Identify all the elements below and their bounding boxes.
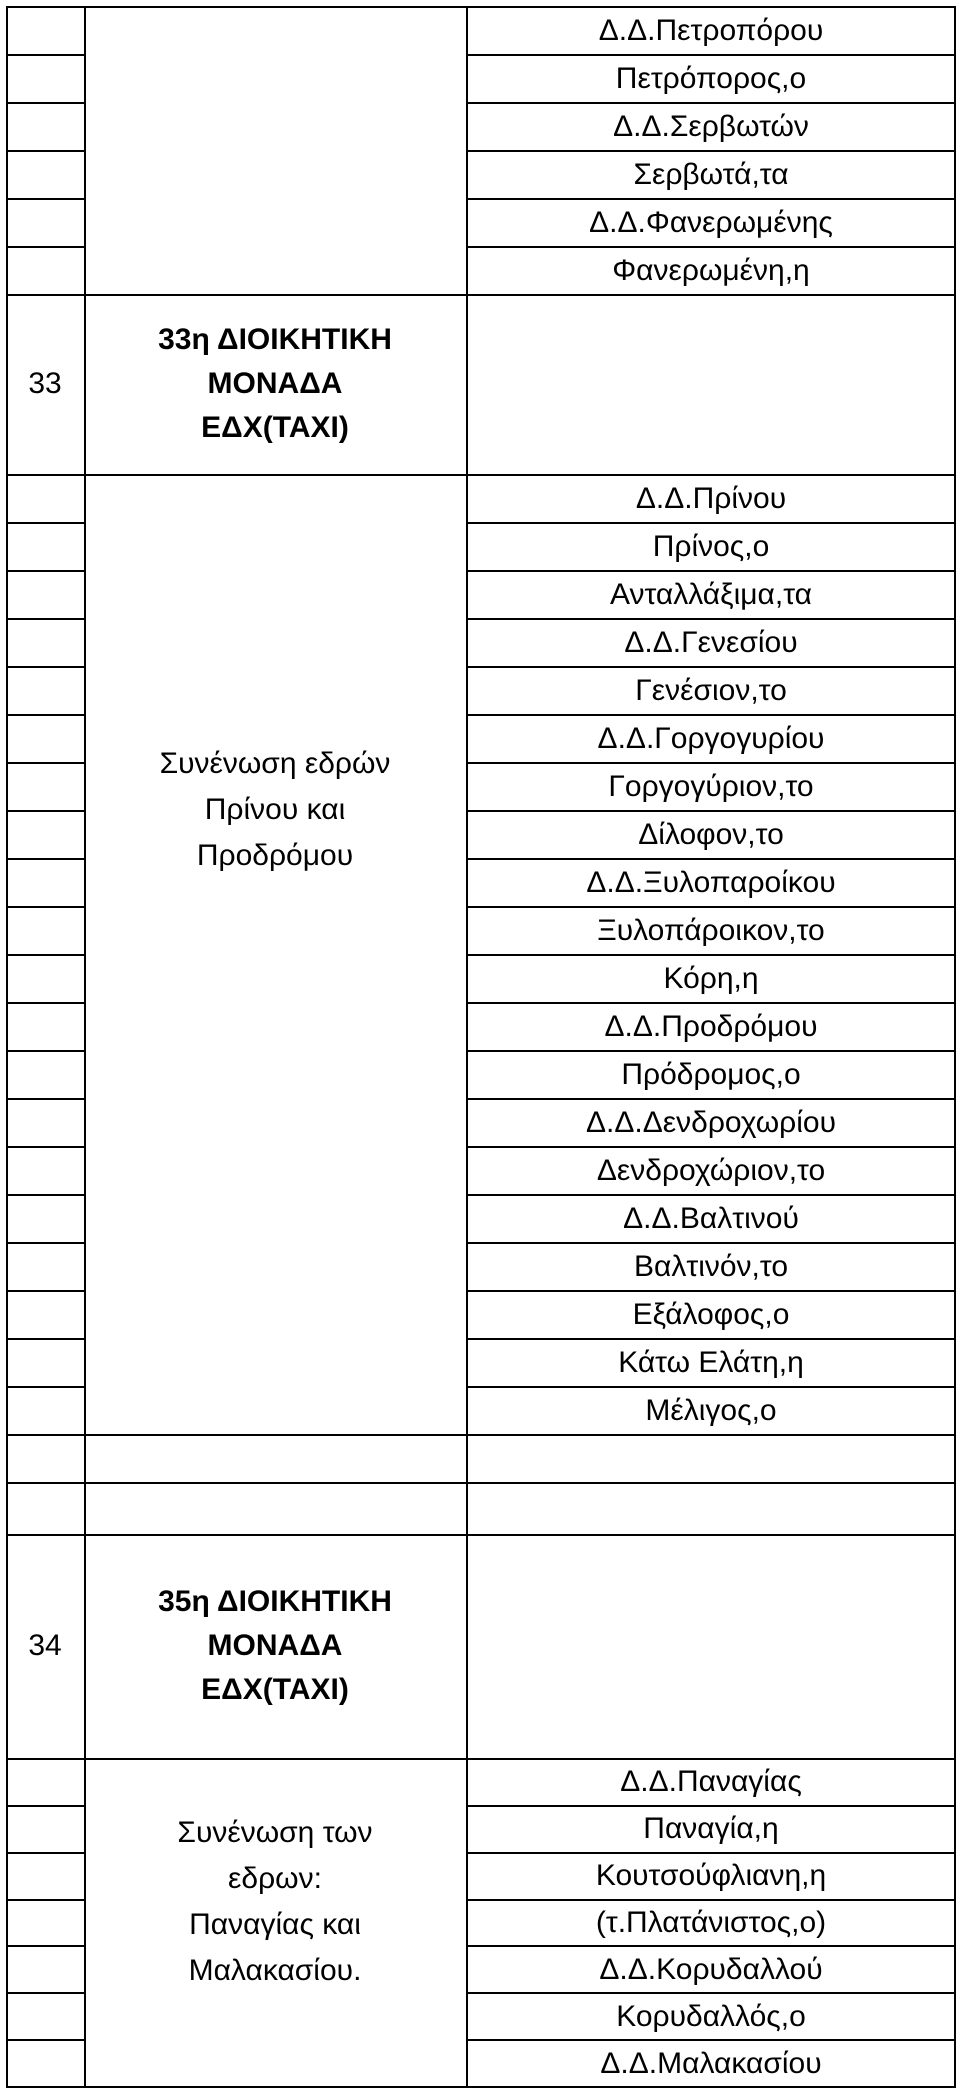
row-line bbox=[6, 1290, 84, 1292]
settlement-entry: Δίλοφον,το bbox=[638, 818, 784, 851]
settlement-entry: Δ.Δ.Πετροπόρου bbox=[598, 14, 824, 47]
merge-description: Μαλακασίου. bbox=[188, 1954, 362, 1987]
row-line bbox=[6, 954, 84, 956]
row-line bbox=[6, 810, 84, 812]
settlement-entry: Δ.Δ.Δενδροχωρίου bbox=[586, 1106, 836, 1139]
row-line bbox=[6, 1002, 84, 1004]
settlement-entry: Ανταλλάξιμα,τα bbox=[610, 578, 812, 611]
settlement-entry: Μέλιγος,ο bbox=[645, 1394, 777, 1427]
settlement-entry: Δ.Δ.Βαλτινού bbox=[623, 1202, 799, 1235]
row-line bbox=[6, 762, 84, 764]
settlement-entry: Δενδροχώριον,το bbox=[596, 1154, 826, 1187]
row-line bbox=[6, 858, 84, 860]
row-line bbox=[6, 102, 84, 104]
row-line bbox=[6, 1899, 84, 1901]
row-line bbox=[6, 1805, 84, 1807]
row-line bbox=[6, 1945, 84, 1947]
unit-title: ΜΟΝΑΔΑ bbox=[207, 367, 343, 400]
settlement-entry: Δ.Δ.Γοργογυρίου bbox=[597, 722, 825, 755]
settlement-entry: Σερβωτά,τα bbox=[633, 158, 789, 191]
unit-title: ΜΟΝΑΔΑ bbox=[207, 1629, 343, 1662]
row-line bbox=[6, 906, 84, 908]
settlement-entry: Δ.Δ.Μαλακασίου bbox=[600, 2046, 822, 2080]
settlement-entry: Κάτω Ελάτη,η bbox=[618, 1346, 804, 1379]
unit-title: ΕΔΧ(ΤΑΧΙ) bbox=[201, 411, 349, 444]
settlement-entry: Δ.Δ.Κορυδαλλού bbox=[599, 1952, 823, 1986]
row-line bbox=[6, 1434, 956, 1436]
row-line bbox=[6, 1534, 956, 1536]
settlement-entry: Κόρη,η bbox=[663, 962, 759, 995]
settlement-entry: Κουτσούφλιανη,η bbox=[595, 1859, 827, 1893]
merge-description: Παναγίας και bbox=[189, 1908, 361, 1941]
row-line bbox=[6, 666, 84, 668]
unit-title: ΕΔΧ(ΤΑΧΙ) bbox=[201, 1673, 349, 1706]
row-line bbox=[6, 618, 84, 620]
settlement-entry: Πετρόπορος,ο bbox=[615, 62, 807, 95]
settlement-entry: Δ.Δ.Προδρόμου bbox=[604, 1010, 818, 1043]
table-border-bottom bbox=[6, 2086, 956, 2088]
merge-description: εδρων: bbox=[228, 1862, 322, 1895]
row-line bbox=[6, 1050, 84, 1052]
row-line bbox=[6, 1194, 84, 1196]
row-line bbox=[6, 150, 84, 152]
unit-title: 35η ΔΙΟΙΚΗΤΙΚΗ bbox=[158, 1585, 392, 1618]
settlement-entry: Εξάλοφος,ο bbox=[632, 1298, 790, 1331]
merge-description: Συνένωση των bbox=[177, 1816, 373, 1849]
row-line bbox=[6, 1992, 84, 1994]
row-line bbox=[6, 198, 84, 200]
settlement-entry: Γενέσιον,το bbox=[635, 674, 787, 707]
settlement-entry: Ξυλοπάροικον,το bbox=[597, 914, 825, 947]
merge-description: Προδρόμου bbox=[196, 839, 354, 872]
unit-title: 33η ΔΙΟΙΚΗΤΙΚΗ bbox=[158, 323, 392, 356]
row-line bbox=[6, 522, 84, 524]
row-line bbox=[6, 2039, 84, 2041]
settlement-entry: Δ.Δ.Γενεσίου bbox=[624, 626, 798, 659]
merge-description: Συνένωση εδρών bbox=[159, 747, 391, 780]
row-line bbox=[6, 1482, 956, 1484]
row-line bbox=[6, 54, 84, 56]
settlement-entry: Δ.Δ.Παναγίας bbox=[620, 1765, 802, 1799]
settlement-entry: Δ.Δ.Ξυλοπαροίκου bbox=[586, 866, 836, 899]
settlement-entry: Φανερωμένη,η bbox=[612, 254, 810, 287]
settlement-entry: Πρίνος,ο bbox=[652, 530, 770, 563]
settlement-entry: Δ.Δ.Πρίνου bbox=[635, 482, 787, 515]
row-line bbox=[6, 1146, 84, 1148]
settlement-entry: (τ.Πλατάνιστος,ο) bbox=[595, 1906, 827, 1939]
row-line bbox=[6, 246, 84, 248]
merge-description: Πρίνου και bbox=[204, 793, 346, 826]
settlement-entry: Πρόδρομος,ο bbox=[621, 1058, 801, 1091]
settlement-entry: Δ.Δ.Φανερωμένης bbox=[589, 206, 833, 239]
row-line bbox=[6, 1338, 84, 1340]
settlement-entry: Κορυδαλλός,ο bbox=[616, 1999, 806, 2033]
row-line bbox=[6, 570, 84, 572]
unit-number: 33 bbox=[28, 367, 62, 400]
settlement-entry: Γοργογύριον,το bbox=[608, 770, 814, 803]
unit-number: 34 bbox=[28, 1629, 62, 1662]
row-line bbox=[6, 714, 84, 716]
settlement-entry: Δ.Δ.Σερβωτών bbox=[613, 110, 809, 143]
row-line bbox=[6, 294, 956, 296]
settlement-entry: Βαλτινόν,το bbox=[634, 1250, 788, 1283]
row-line bbox=[6, 1098, 84, 1100]
table-border-left bbox=[6, 6, 8, 2088]
row-line bbox=[6, 1386, 84, 1388]
row-line bbox=[6, 1852, 84, 1854]
settlement-entry: Παναγία,η bbox=[643, 1812, 779, 1846]
row-line bbox=[6, 1242, 84, 1244]
